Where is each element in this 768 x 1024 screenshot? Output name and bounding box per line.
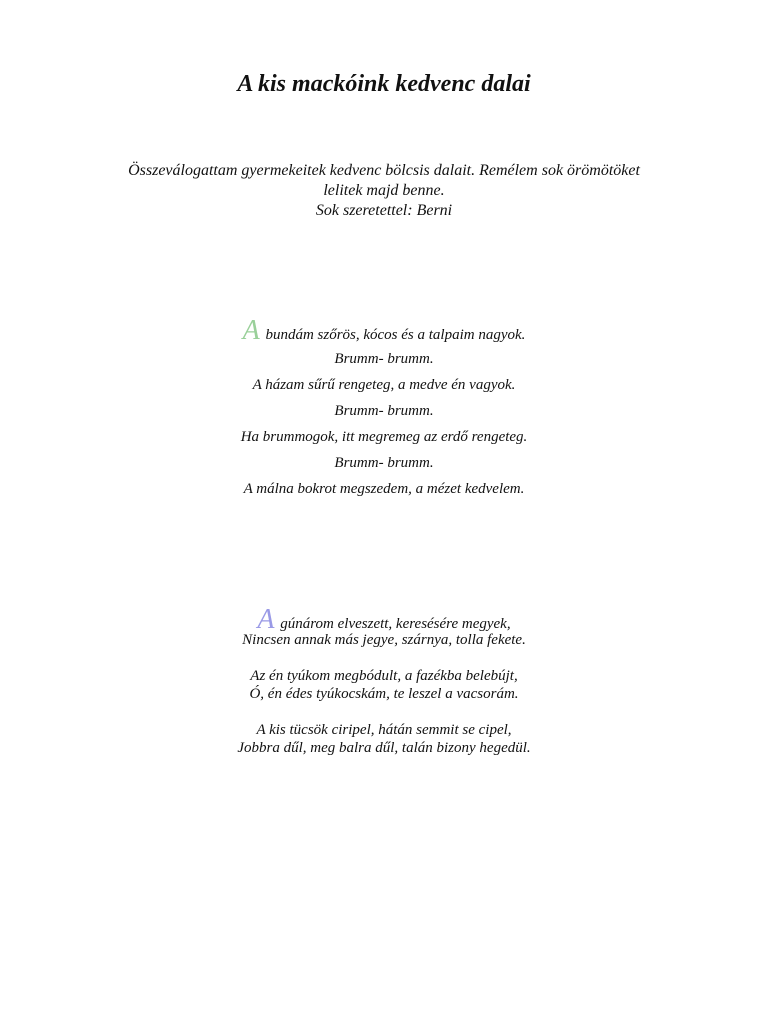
poem-line-text: gúnárom elveszett, keresésére megyek, [276, 616, 511, 632]
poem-line: Ha brummogok, itt megremeg az erdő rengeteg. [240, 429, 528, 445]
poem-line [0, 604, 768, 635]
poem-line [0, 314, 768, 346]
drop-cap: A [257, 604, 275, 635]
poem-stanza [0, 667, 768, 703]
poem-line: A házam sűrű rengeteg, a medve én vagyok. [252, 377, 516, 393]
poem-line: Brumm- brumm. [334, 403, 434, 419]
poem-line: Nincsen annak más jegye, szárnya, tolla fekete. [242, 632, 526, 648]
intro-line-2: lelitek majd benne. [323, 182, 445, 199]
poem-gander-song [0, 605, 768, 775]
drop-cap: A [242, 315, 260, 346]
poem-line: Ó, én édes tyúkocskám, te leszel a vacsorám. [249, 686, 519, 702]
poem-line-text: bundám szőrös, kócos és a talpaim nagyok. [261, 327, 526, 343]
poem-stanza [0, 721, 768, 757]
poem-line: A kis tücsök ciripel, hátán semmit se cipel, [256, 722, 512, 738]
poem-line: A málna bokrot megszedem, a mézet kedvelem. [243, 481, 525, 497]
poem-bear-song [0, 314, 768, 502]
poem-line: Az én tyúkom megbódult, a fazékba belebújt, [250, 668, 518, 684]
intro-line-1: Összeválogattam gyermekeitek kedvenc bölcsis dalait. Remélem sok örömötöket [128, 162, 640, 179]
intro-paragraph [84, 161, 684, 221]
poem-line: Brumm- brumm. [334, 455, 434, 471]
poem-line: Jobbra dűl, meg balra dűl, talán bizony hegedül. [237, 740, 531, 756]
poem-stanza [0, 605, 768, 649]
intro-signature: Sok szeretettel: Berni [315, 202, 453, 219]
page-title: A kis mackóink kedvenc dalai [237, 71, 531, 97]
poem-line: Brumm- brumm. [334, 351, 434, 367]
